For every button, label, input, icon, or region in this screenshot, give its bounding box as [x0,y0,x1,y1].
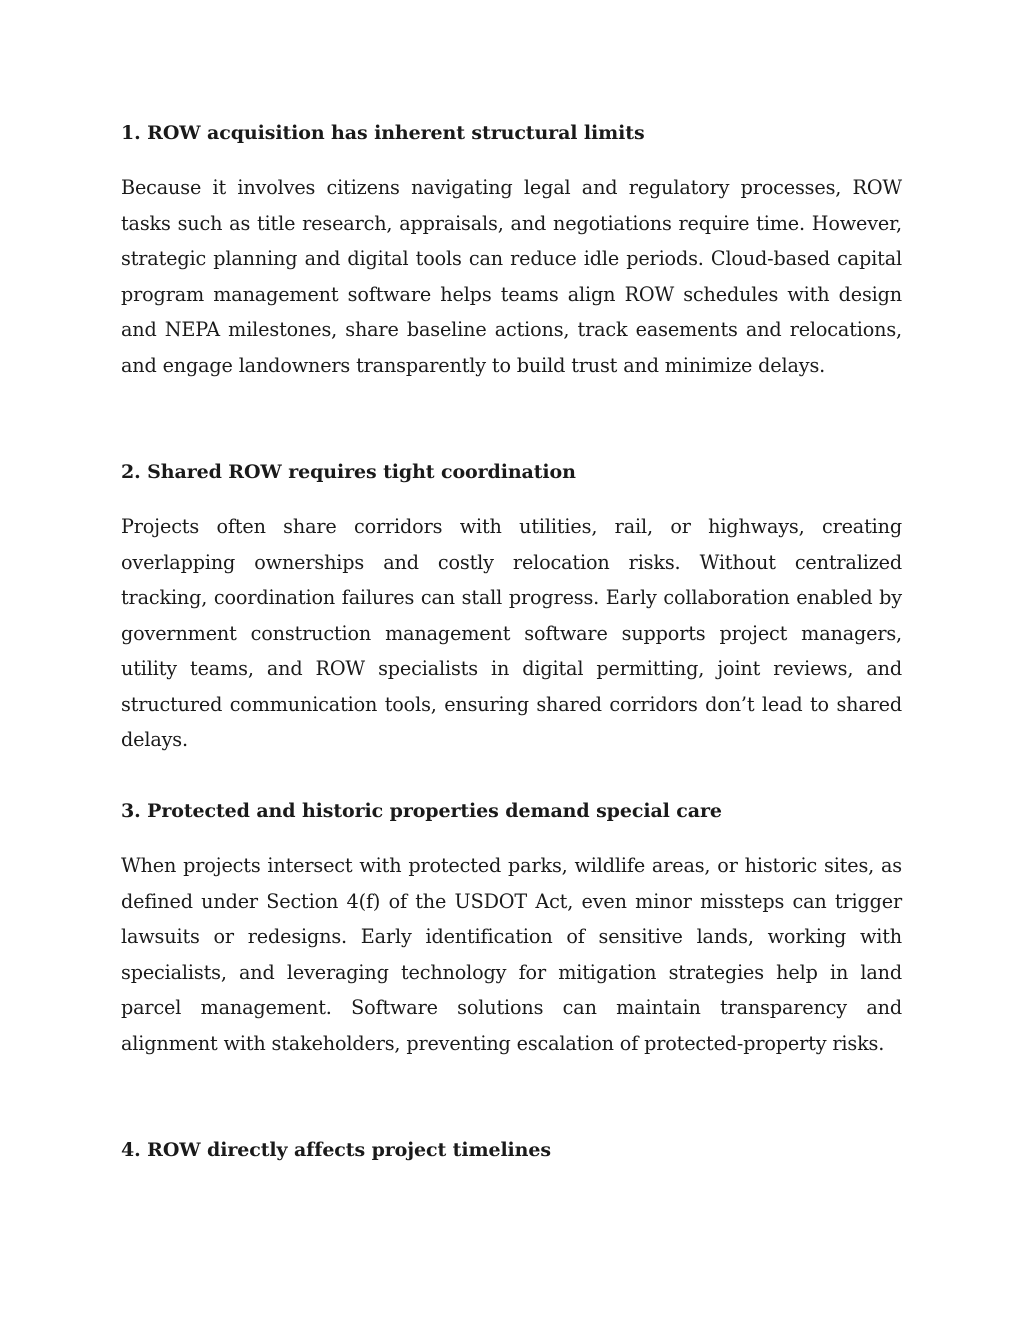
section-heading: 2. Shared ROW requires tight coordination [121,461,576,483]
section-paragraph: Projects often share corridors with utilities, rail, or highways, creating overlapping ownerships and costly relocation risks. Without centralized tracking, coordination failures can stall progress. Early collaboration enabled by government construction management software supports project managers, utility teams, and ROW specialists in digital permitting, joint reviews, and structured communication tools, ensuring shared corridors don’t lead to shared delays. [121,515,902,751]
section-heading: 4. ROW directly affects project timelines [121,1139,551,1161]
section-paragraph: When projects intersect with protected parks, wildlife areas, or historic sites, as defined under Section 4(f) of the USDOT Act, even minor missteps can trigger lawsuits or redesigns. Early identification of sensitive lands, working with specialists, and leveraging technology for mitigation strategies help in land parcel management. Software solutions can maintain transparency and alignment with stakeholders, preventing escalation of protected-property risks. [121,854,902,1055]
section-shared-row [121,457,902,758]
section-protected-properties [121,796,902,1061]
section-project-timelines [121,1135,902,1165]
section-heading: 1. ROW acquisition has inherent structural limits [121,122,645,144]
section-paragraph: Because it involves citizens navigating legal and regulatory processes, ROW tasks such as title research, appraisals, and negotiations require time. However, strategic planning and digital tools can reduce idle periods. Cloud-based capital program management software helps teams align ROW schedules with design and NEPA milestones, share baseline actions, track easements and relocations, and engage landowners transparently to build trust and minimize delays. [121,176,902,377]
section-heading: 3. Protected and historic properties demand special care [121,800,722,822]
section-row-acquisition [121,118,902,383]
